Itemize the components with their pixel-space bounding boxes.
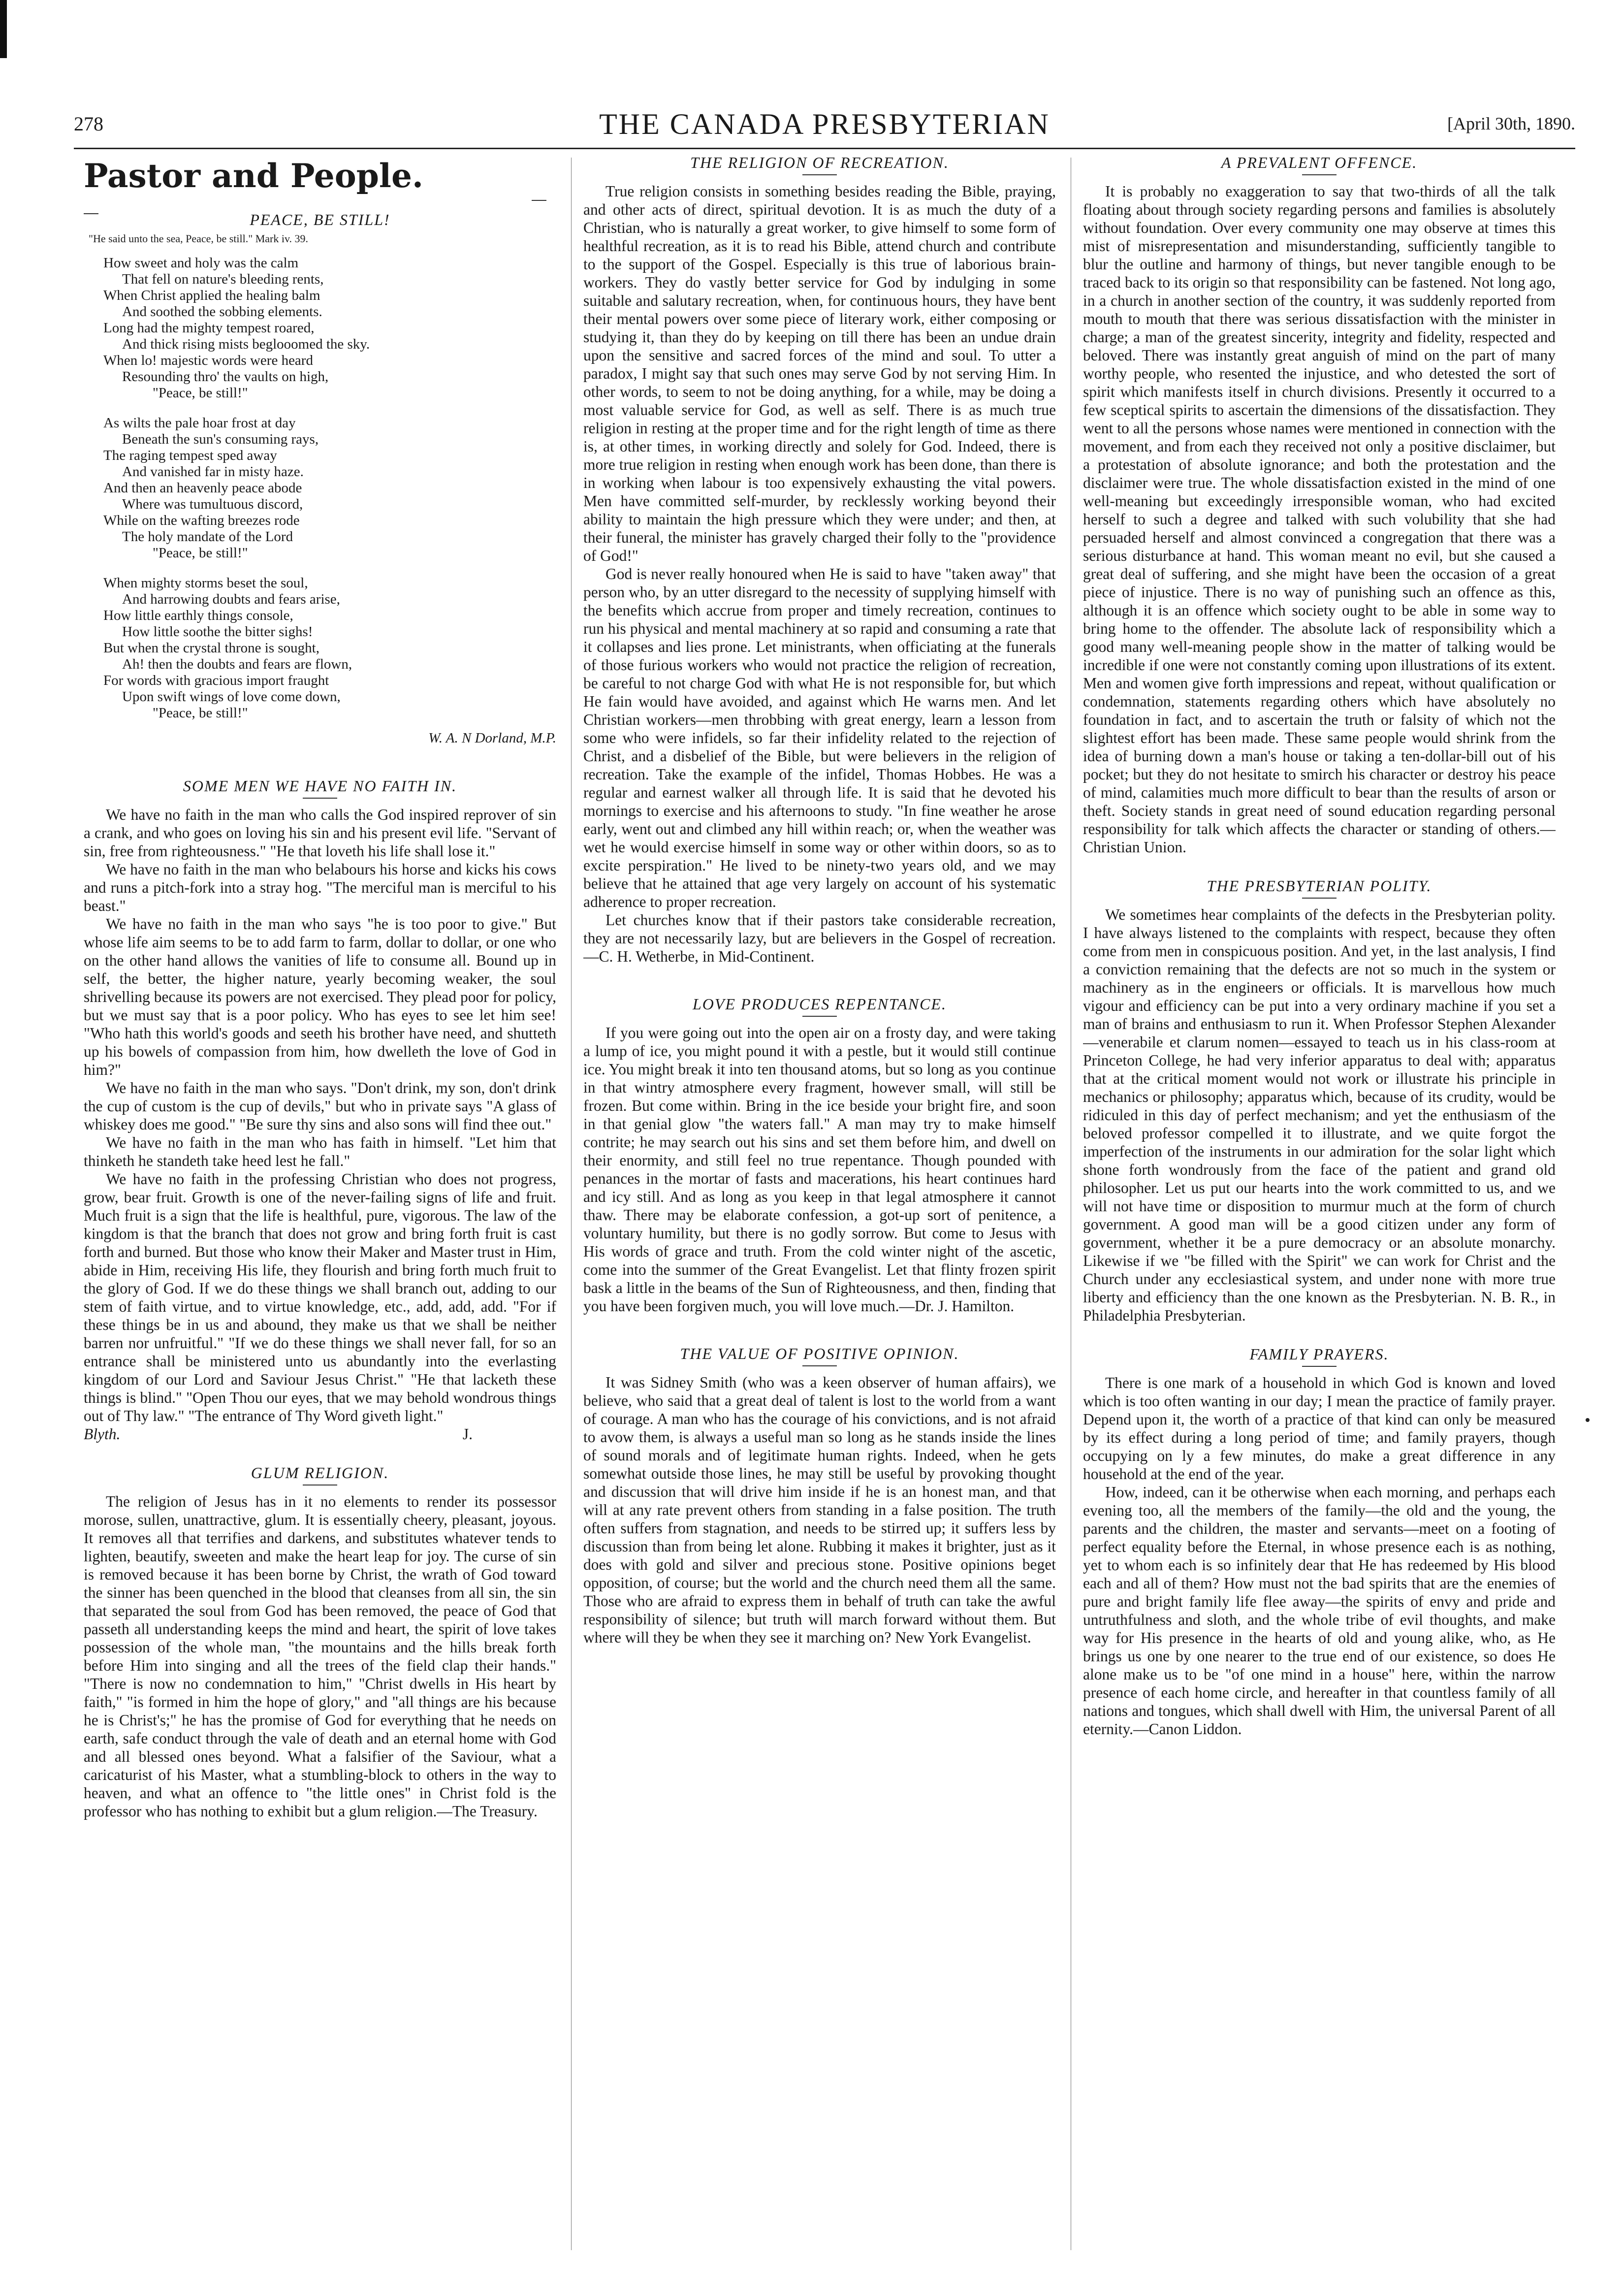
poem-line: Long had the mighty tempest roared, <box>103 320 315 336</box>
poem-stanza <box>103 575 556 721</box>
scan-edge-mark <box>0 0 7 58</box>
article-title: THE VALUE OF POSITIVE OPINION. <box>680 1345 959 1362</box>
title-rule <box>802 1365 837 1366</box>
article-signature <box>84 1425 556 1443</box>
poem-line: And then an heavenly peace abode <box>103 480 302 496</box>
article-paragraph: Let churches know that if their pastors take considerable recreation, they are not necessarily lazy, but are believers in the Gospel of recreation.—C. H. Wetherbe, in Mid-Continent. <box>583 911 1056 965</box>
poem-title: PEACE, BE STILL! <box>250 211 390 228</box>
scan-speck <box>1586 1418 1590 1422</box>
article-paragraph: We have no faith in the man who has faith in himself. "Let him that thinketh he standeth take heed lest he fall." <box>84 1134 556 1169</box>
poem-line: How sweet and holy was the calm <box>103 255 299 271</box>
masthead: THE CANADA PRESBYTERIAN <box>599 108 1050 140</box>
article-paragraph: God is never really honoured when He is said to have "taken away" that person who, by an utter disregard to the necessity of supplying himself with the benefits which accrue from proper and timely recreation, continues to run his physical and mental machinery at so rapid and consuming a rate that it collapses and lies prone. Let ministrants, when officiating at the funerals of those furious workers who would not practice the religion of recreation, be careful to not charge God with what He is not responsible for, but which He fain would have avoided, and against which He warns men. And let Christian workers—men throbbing with great energy, learn a lesson from some who were infidels, so far their infidelity related to the rejection of Christ, and a disbelief of the Bible, but were believers in the religion of recreation. Take the example of the infidel, Thomas Hobbes. He was a regular and earnest walker all through life. It is said that he devoted his mornings to exercise and his afternoons to study. "In fine weather he arose early, went out and climbed any hill within reach; or, when the weather was wet he would exercise himself in some way or other within doors, so as to excite perspiration." He lived to be ninety-two years old, and we may believe that he attained that age very largely on account of his systematic adherence to proper recreation. <box>583 565 1056 910</box>
article-paragraph: We have no faith in the professing Christian who does not progress, grow, bear fruit. Growth is one of the never-failing signs of life and fruit. Much fruit is a sign that the life is healthful, pure, vigorous. The law of the kingdom is that the branch that does not grow and bring forth fruit is cast forth and burned. But those who know their Maker and Master trust in Him, abide in Him, receiving His life, they flourish and bring forth much fruit to the glory of God. If we do these things we shall branch out, adding to our stem of faith virtue, and to virtue knowledge, etc., add, add, add. "For if these things be in us and abound, they make us that we shall be neither barren nor unfruitful." "If we do these things we shall never fall, for so an entrance shall be ministered unto us abundantly into the everlasting kingdom of our Lord and Saviour Jesus Christ." "He that lacketh these things is blind." "Open Thou our eyes, that we may behold wondrous things out of Thy law." "The entrance of Thy Word giveth light." <box>84 1170 556 1424</box>
article-paragraph: True religion consists in something besides reading the Bible, praying, and other acts of direct, spiritual devotion. It is as much the duty of a Christian, who is naturally a great worker, to give himself to some form of healthful recreation, as it is to read his Bible, attend church and contribute to the support of the Gospel. Especially is this true of laborious brain-workers. They do vastly better service for God by indulging in some suitable and salutary recreation, when, for continuous hours, they have bent their mental powers over some piece of literary work, either composing or studying it, than they do by keeping on till there has been an undue drain upon the sensitive and sacred forces of the mind and soul. To utter a paradox, I might say that such ones may serve God by not serving Him. In other words, to seem to not be doing anything, for a while, may be doing a most valuable service for God, as well as self. There is as much true religion in resting at the proper time and for the right length of time as there is, at other times, in working directly and solely for God. Indeed, there is more true religion in resting when enough work has been done, than there is in working when labour is too expensively exhausting the vital powers. Men have committed self-murder, by recklessly working beyond their ability to maintain the high pressure which they were under; and then, at their funeral, the minister has gravely charged their folly to the "providence of God!" <box>583 183 1056 564</box>
poem-epigraph: "He said unto the sea, Peace, be still." Mark iv. 39. <box>89 232 309 245</box>
article-paragraph: If you were going out into the open air on a frosty day, and were taking a lump of ice, you might pound it with a pestle, but it would still continue ice. You might break it into ten thousand atoms, but so long as you continue in that wintry atmosphere every fragment, however small, will still be frozen. But come within. Bring in the ice beside your bright fire, and soon in that genial glow "the waters fall." A man may try to make himself contrite; he may search out his sins and set them before him, and dwell on their enormity, and still feel no true repentance. Though pounded with penances in the mortar of fasts and macerations, his heart continues hard and icy still. And as long as you keep in that legal atmosphere it cannot thaw. There may be elaborate confession, a got-up sort of penitence, a voluntary humility, but there is no godly sorrow. But come to Jesus with His words of grace and truth. From the cold winter night of the ascetic, come into the summer of the Great Evangelist. Let that flinty frozen spirit bask a little in the beams of the Sun of Righteousness, and then, finding that you have been forgiven much, you will love much.—Dr. J. Hamilton. <box>583 1024 1056 1315</box>
signature-place: Blyth. <box>84 1425 121 1443</box>
article-paragraph: We have no faith in the man who belabours his horse and kicks his cows and runs a pitch-fork into a stray hog. "The merciful man is merciful to his beast." <box>84 861 556 914</box>
column-2 <box>583 153 1056 2255</box>
column-rule <box>571 158 572 2250</box>
article-paragraph: There is one mark of a household in which God is known and loved which is too often wanting in our day; I mean the practice of family prayer. Depend upon it, the worth of a practice of that kind can only be measured by its effect during a long period of time; and family prayers, though occupying on ly a few minutes, do make a great difference in any household at the end of the year. <box>1083 1374 1556 1483</box>
article-paragraph: We sometimes hear complaints of the defects in the Presbyterian polity. I have always listened to the complaints with respect, because they often come from men in conspicuous position. And yet, in the last analysis, I find a conviction remaining that the defects are not so much in the system or machinery as in the engineers or officials. It is marvellous how much vigour and efficiency can be put into a very ordinary machine if you set a man of brains and enthusiasm to run it. When Professor Stephen Alexander—venerabile et clarum nomen—essayed to teach us in his class-room at Princeton College, he had very inferior apparatus to deal with; apparatus that at the critical moment would not work or illustrate his principle in mechanics or philosophy; apparatus which, because of its crudity, would be ridiculed in this day of perfect mechanism; and yet the enthusiasm of the beloved professor compelled it to illustrate, and we quite forgot the imperfection of the instruments in our admiration for the solar light which shone forth wondrously from the face of the patient and grand old philosopher. Let us put our hearts into the work committed to us, and we will not have time or disposition to murmur much at the form of church government. A good man will be a good citizen under any form of government, whether it be a pure democracy or an absolute monarchy. Likewise if we "be filled with the Spirit" we can work for Christ and the Church under any ecclesiastical system, and under none with more true liberty and efficiency than the one known as the Presbyterian. N. B. R., in Philadelphia Presbyterian. <box>1083 906 1556 1324</box>
article-title: GLUM RELIGION. <box>251 1464 389 1482</box>
article-paragraph: It is probably no exaggeration to say that two-thirds of all the talk floating about through society regarding persons and families is absolutely without foundation. Over every community one may observe at times this mist of misrepresentation and misunderstanding, sufficiently tangible to blur the outline and harmony of things, but never tangible enough to be traced back to its origin so that responsibility can be fastened. Not long ago, in a church in another section of the country, it was suddenly reported from mouth to mouth that there was serious dissatisfaction with the minister in charge; a man of the greatest sincerity, integrity and fidelity, respected and beloved. There was instantly great anguish of mind on the part of many worthy people, who resented the injustice, and who detested the sort of spirit which manifests itself in church divisions. Presently it occurred to a few sceptical spirits to ascertain the dimensions of the dissatisfaction. They went to all the persons whose names were mentioned in connection with the movement, and from each they received not only a positive disclaimer, but a protestation of absolute ignorance; and both the protestation and the disclaimer were true. The whole dissatisfaction existed in the mind of one well-meaning but exceedingly irresponsible woman, who had excited herself to such a degree and talked with such volubility that she had persuaded herself and almost convinced a congregation that there was a serious disturbance at hand. This woman meant no evil, but she caused a great deal of suffering, and she might have been the occasion of a great piece of injustice. There is no way of punishing such an offence as this, although it is an offence which society ought to be able in some way to bring home to the offender. The absolute lack of responsibility which a good many well-meaning people show in the matter of talking would be incredible if one were not constantly coming upon illustrations of its extent. Men and women give forth impressions and repeat, without qualification or condemnation, statements regarding others which have absolutely no foundation in fact, and to ascertain the truth or falsity of which not the slightest effort has been made. These same people would shrink from the idea of burning down a man's house or taking a ten-dollar-bill out of his pocket; but they do not hesitate to smirch his character or destroy his peace of mind, calamities much more difficult to bear than the results of arson or theft. Society stands in great need of sound education regarding personal responsibility for talk which affects the character or standing of others.—Christian Union. <box>1083 183 1556 856</box>
poem-line: And soothed the sobbing elements. <box>122 304 322 320</box>
poem-line: But when the crystal throne is sought, <box>103 640 319 656</box>
article-paragraph: The religion of Jesus has in it no elements to render its possessor morose, sullen, unattractive, glum. It is essentially cheery, pleasant, joyous. It removes all that terrifies and darkens, and substitutes whatever tends to lighten, beautify, sweeten and make the heart leap for joy. The curse of sin is removed because it has been borne by Christ, the wrath of God toward the sinner has been quenched in the blood that cleanses from all sin, the sin that separated the soul from God has been removed, the peace of God that passeth all understanding keeps the mind and heart, the spirit of love takes possession of the whole man, "the mountains and the hills break forth before Him into singing and all the trees of the field clap their hands." "There is now no condemnation to him," "Christ dwells in His heart by faith," "is formed in him the hope of glory," and "all things are his because he is Christ's;" he has the promise of God for everything that he needs on earth, safe conduct through the vale of death and an eternal home with God and all blessed ones beyond. What a falsifier of the Saviour, what a caricaturist of his Master, what a stumbling-block to others in the way to heaven, and what an offence to "the little ones" in Christ fold is the professor who has nothing to exhibit but a glum religion.—The Treasury. <box>84 1493 556 1820</box>
page-number: 278 <box>74 113 103 135</box>
poem-line: When Christ applied the healing balm <box>103 288 320 303</box>
poem-line: As wilts the pale hoar frost at day <box>103 415 296 431</box>
article-title: FAMILY PRAYERS. <box>1249 1345 1389 1363</box>
title-rule <box>802 1016 837 1017</box>
article-paragraph: We have no faith in the man who says. "Don't drink, my son, don't drink the cup of custom is the cup of devils," but who in private says "A glass of whiskey does me good." "Be sure thy sins and also sons will find thee out." <box>84 1079 556 1133</box>
poem-line: Beneath the sun's consuming rays, <box>122 431 319 447</box>
poem-line: How little earthly things console, <box>103 608 293 623</box>
issue-date: [April 30th, 1890. <box>1447 114 1575 133</box>
signature-initial: J. <box>462 1425 473 1443</box>
article-paragraph: We have no faith in the man who says "he is too poor to give." But whose life aim seems to be to add farm to farm, dollar to dollar, or one who on the other hand allows the vanities of life to consume all. Bound up in self, the better, the higher nature, yearly becoming weaker, the soul shrivelling because its powers are not exercised. They plead poor for policy, but we must say that is a poor policy. Who has eyes to see let him see! "Who hath this world's goods and seeth his brother have need, and shutteth up his bowels of compassion from him, how dwelleth the love of God in him?" <box>84 915 556 1078</box>
poem-line: While on the wafting breezes rode <box>103 513 300 528</box>
poem-line: Upon swift wings of love come down, <box>122 689 341 705</box>
poem-line: Where was tumultuous discord, <box>122 496 303 512</box>
title-rule <box>1302 898 1337 899</box>
column-1 <box>84 153 556 2255</box>
poem-line: And thick rising mists beglooomed the sky. <box>122 336 370 352</box>
title-rule <box>802 174 837 175</box>
department-rule <box>84 200 556 203</box>
department-heading: Pastor and People. <box>84 157 423 195</box>
poem-line: And vanished far in misty haze. <box>122 464 304 480</box>
article-paragraph: We have no faith in the man who calls the God inspired reprover of sin a crank, and who goes on loving his sin and his present evil life. "Servant of sin, free from righteousness." "He that loveth his life shall lose it." <box>84 806 556 860</box>
poem-stanza <box>103 255 556 401</box>
poem-stanza <box>103 415 556 561</box>
poem-line: When mighty storms beset the soul, <box>103 575 308 591</box>
article-paragraph: How, indeed, can it be otherwise when each morning, and perhaps each evening too, all the members of the family—the old and the young, the parents and the children, the master and servants—meet on a footing of perfect equality before the Eternal, in whose presence each is as nothing, yet to whom each is so infinitely dear that He has redeemed by His blood each and all of them? How must not the bad spirits that are the enemies of pure and bright family life flee away—the spirits of envy and pride and untruthfulness and sloth, and the whole tribe of evil thoughts, and make way for His presence in the hearts of old and young alike, who, as He brings us one by one nearer to the true end of our existence, so does He alone make us to be "of one mind in a house" here, within the narrow presence of each home circle, and hereafter in that countless family of all nations and tongues, which shall dwell with Him, the universal Parent of all eternity.—Canon Liddon. <box>1083 1484 1556 1738</box>
title-rule <box>1302 174 1337 175</box>
article-paragraph: It was Sidney Smith (who was a keen observer of human affairs), we believe, who said that a great deal of talent is lost to the world from a want of courage. A man who has the courage of his convictions, and is not afraid to avow them, is always a useful man so long as he stands inside the lines of sound morals and of legitimate human rights. Indeed, when he gets somewhat outside those lines, he may still be useful by provoking thought and discussion that will drive him inside if he is an honest man, and that will at any rate prevent others from standing in a false position. The truth often suffers from stagnation, and needs to be stirred up; it suffers less by discussion than from being let alone. Rubbing it makes it brighter, just as it does with gold and silver and precious stone. Positive opinions beget opposition, of course; but the world and the church need them all the same. Those who are afraid to express them in behalf of truth can take the awful responsibility of silence; but truth will march forward without them. But where will they be when they see it marching on? New York Evangelist. <box>583 1374 1056 1646</box>
title-rule <box>303 1485 337 1486</box>
poem-line: Resounding thro' the vaults on high, <box>122 369 329 385</box>
poem-line: The raging tempest sped away <box>103 448 277 463</box>
page-header <box>74 107 1575 147</box>
poem-line: How little soothe the bitter sighs! <box>122 624 313 640</box>
article-title: THE PRESBYTERIAN POLITY. <box>1207 877 1432 895</box>
poem-line: For words with gracious import fraught <box>103 673 329 688</box>
header-rule <box>74 148 1575 149</box>
poem-refrain: "Peace, be still!" <box>153 545 248 561</box>
poem-line: Ah! then the doubts and fears are flown, <box>122 656 352 672</box>
poem-line: When lo! majestic words were heard <box>103 353 313 368</box>
article-title: A PREVALENT OFFENCE. <box>1221 154 1418 171</box>
poem-author: W. A. N Dorland, M.P. <box>428 730 556 746</box>
poem-line: And harrowing doubts and fears arise, <box>122 591 340 607</box>
poem-line: That fell on nature's bleeding rents, <box>122 271 324 287</box>
article-title: THE RELIGION OF RECREATION. <box>690 154 949 171</box>
title-rule <box>303 798 337 799</box>
column-3 <box>1083 153 1556 2255</box>
poem-line: The holy mandate of the Lord <box>122 529 293 545</box>
poem-refrain: "Peace, be still!" <box>153 385 248 401</box>
article-title: SOME MEN WE HAVE NO FAITH IN. <box>183 777 457 795</box>
article-title: LOVE PRODUCES REPENTANCE. <box>692 995 947 1013</box>
title-rule <box>1302 1366 1337 1367</box>
poem-refrain: "Peace, be still!" <box>153 705 248 721</box>
